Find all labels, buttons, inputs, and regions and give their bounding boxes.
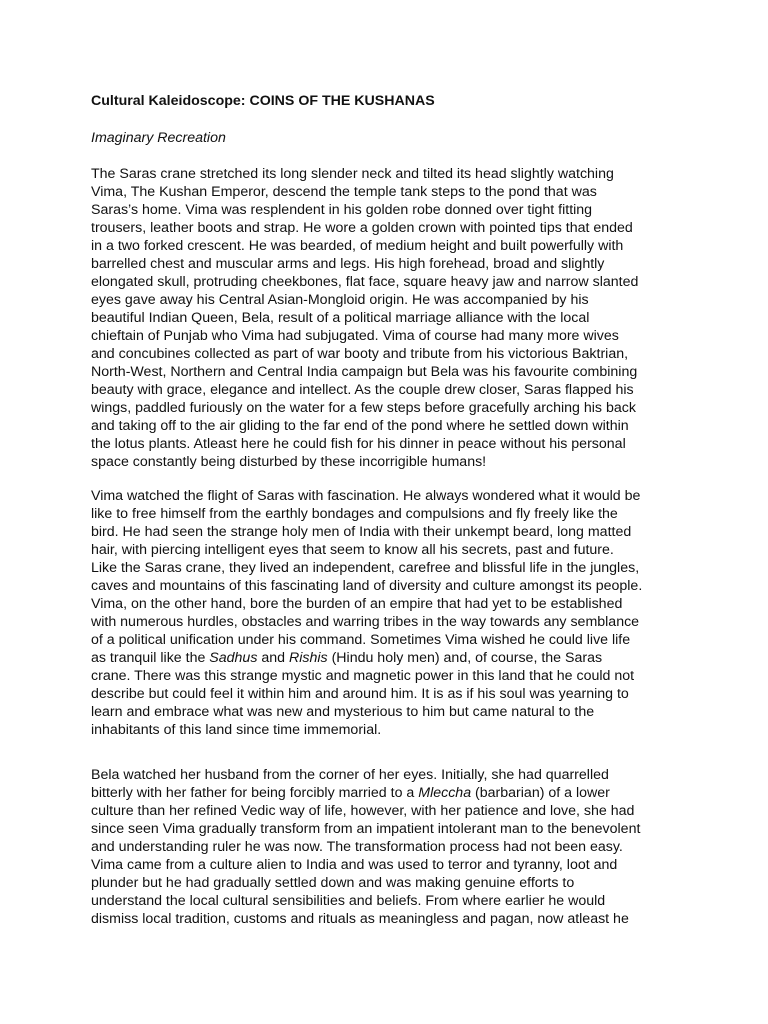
text-line	[91, 487, 642, 505]
text-line	[91, 577, 642, 595]
text-segment: chieftain of Punjab who Vima had subjugated. Vima of course had many more wives	[91, 328, 619, 344]
text-line	[91, 721, 642, 739]
text-line	[91, 667, 642, 685]
text-segment: The Saras crane stretched its long slender neck and tilted its head slightly watching	[91, 166, 614, 182]
text-segment: hair, with piercing intelligent eyes that seem to know all his secrets, past and future.	[91, 542, 614, 558]
text-segment: plunder but he had gradually settled down and was making genuine efforts to	[91, 875, 575, 891]
italic-term: Sadhus	[209, 650, 258, 666]
text-segment: Saras’s home. Vima was resplendent in his golden robe donned over tight fitting	[91, 202, 593, 218]
text-segment: Vima came from a culture alien to India and was used to terror and tyranny, loot and	[91, 857, 618, 873]
text-segment: Vima watched the flight of Saras with fascination. He always wondered what it would be	[91, 488, 641, 504]
text-segment: and	[257, 650, 289, 666]
text-line	[91, 273, 638, 291]
text-line	[91, 838, 640, 856]
text-segment: caves and mountains of this fascinating land of diversity and culture amongst its people.	[91, 578, 643, 594]
text-line	[91, 559, 642, 577]
text-segment: (barbarian) of a lower	[471, 785, 610, 801]
text-segment: wings, paddled furiously on the water for a few steps before gracefully arching his back	[91, 400, 636, 416]
text-line	[91, 453, 638, 471]
text-segment: dismiss local tradition, customs and rituals as meaningless and pagan, now atleast he	[91, 911, 629, 927]
text-segment: space constantly being disturbed by these incorrigible humans!	[91, 454, 487, 470]
text-line	[91, 892, 640, 910]
italic-term: Rishis	[288, 650, 328, 666]
text-segment: as tranquil like the	[91, 650, 210, 666]
text-segment: eyes gave away his Central Asian-Mongloid origin. He was accompanied by his	[91, 292, 589, 308]
text-segment: the lotus plants. Atleast here he could fish for his dinner in peace without his personal	[91, 436, 626, 452]
text-line	[91, 541, 642, 559]
text-segment: and taking off to the air gliding to the far end of the pond where he settled down within	[91, 418, 629, 434]
paragraph-1	[91, 165, 638, 471]
text-segment: Vima, The Kushan Emperor, descend the temple tank steps to the pond that was	[91, 184, 597, 200]
italic-term: Mleccha	[418, 785, 472, 801]
text-segment: of a political unification under his command. Sometimes Vima wished he could live life	[91, 632, 631, 648]
text-line	[91, 345, 638, 363]
text-line	[91, 820, 640, 838]
text-segment: Bela watched her husband from the corner of her eyes. Initially, she had quarrelled	[91, 767, 609, 783]
text-line	[91, 505, 642, 523]
text-line	[91, 327, 638, 345]
text-line	[91, 309, 638, 327]
text-line	[91, 183, 638, 201]
text-line	[91, 874, 640, 892]
text-line	[91, 237, 638, 255]
text-segment: and concubines collected as part of war booty and tribute from his victorious Baktrian,	[91, 346, 629, 362]
text-line	[91, 523, 642, 541]
text-line	[91, 417, 638, 435]
text-line	[91, 595, 642, 613]
text-line	[91, 201, 638, 219]
text-line	[91, 613, 642, 631]
text-segment: culture than her refined Vedic way of life, however, with her patience and love, she had	[91, 803, 635, 819]
text-segment: like to free himself from the earthly bondages and compulsions and fly freely like the	[91, 506, 618, 522]
text-segment: Vima, on the other hand, bore the burden of an empire that had yet to be established	[91, 596, 623, 612]
text-line	[91, 219, 638, 237]
paragraph-2	[91, 487, 642, 739]
text-line	[91, 784, 640, 802]
text-segment: beautiful Indian Queen, Bela, result of a political marriage alliance with the local	[91, 310, 590, 326]
text-segment: bitterly with her father for being forcibly married to a	[91, 785, 419, 801]
text-line	[91, 649, 642, 667]
text-segment: inhabitants of this land since time immemorial.	[91, 722, 382, 738]
text-segment: barrelled chest and muscular arms and legs. His high forehead, broad and slightly	[91, 256, 605, 272]
text-line	[91, 703, 642, 721]
document-title: Cultural Kaleidoscope: COINS OF THE KUSHANAS	[91, 93, 435, 109]
text-segment: since seen Vima gradually transform from an impatient intolerant man to the benevolent	[91, 821, 641, 837]
text-segment: in a two forked crescent. He was bearded, of medium height and built powerfully with	[91, 238, 624, 254]
text-line	[91, 381, 638, 399]
text-line	[91, 631, 642, 649]
text-segment: learn and embrace what was new and mysterious to him but came natural to the	[91, 704, 595, 720]
text-segment: beauty with grace, elegance and intellect. As the couple drew closer, Saras flapped his	[91, 382, 634, 398]
document-subtitle: Imaginary Recreation	[91, 130, 226, 146]
text-segment: elongated skull, protruding cheekbones, flat face, square heavy jaw and narrow slanted	[91, 274, 639, 290]
text-segment: trousers, leather boots and strap. He wore a golden crown with pointed tips that ended	[91, 220, 633, 236]
text-line	[91, 363, 638, 381]
text-line	[91, 255, 638, 273]
text-segment: bird. He had seen the strange holy men of India with their unkempt beard, long matted	[91, 524, 632, 540]
text-segment: crane. There was this strange mystic and magnetic power in this land that he could not	[91, 668, 635, 684]
document-body	[91, 92, 691, 927]
text-segment: and understanding ruler he was now. The transformation process had not been easy.	[91, 839, 623, 855]
text-segment: understand the local cultural sensibilities and beliefs. From where earlier he would	[91, 893, 606, 909]
text-segment: North-West, Northern and Central India campaign but Bela was his favourite combining	[91, 364, 638, 380]
text-line	[91, 910, 640, 928]
text-line	[91, 685, 642, 703]
paragraph-3	[91, 766, 640, 928]
text-line	[91, 165, 638, 183]
text-line	[91, 802, 640, 820]
text-segment: with numerous hurdles, obstacles and warring tribes in the way towards any semblance	[91, 614, 640, 630]
text-line	[91, 766, 640, 784]
text-line	[91, 435, 638, 453]
text-line	[91, 399, 638, 417]
text-segment: (Hindu holy men) and, of course, the Saras	[327, 650, 603, 666]
text-segment: describe but could feel it within him and around him. It is as if his soul was yearning to	[91, 686, 629, 702]
text-segment: Like the Saras crane, they lived an independent, carefree and blissful life in the jungles,	[91, 560, 640, 576]
text-line	[91, 291, 638, 309]
text-line	[91, 856, 640, 874]
